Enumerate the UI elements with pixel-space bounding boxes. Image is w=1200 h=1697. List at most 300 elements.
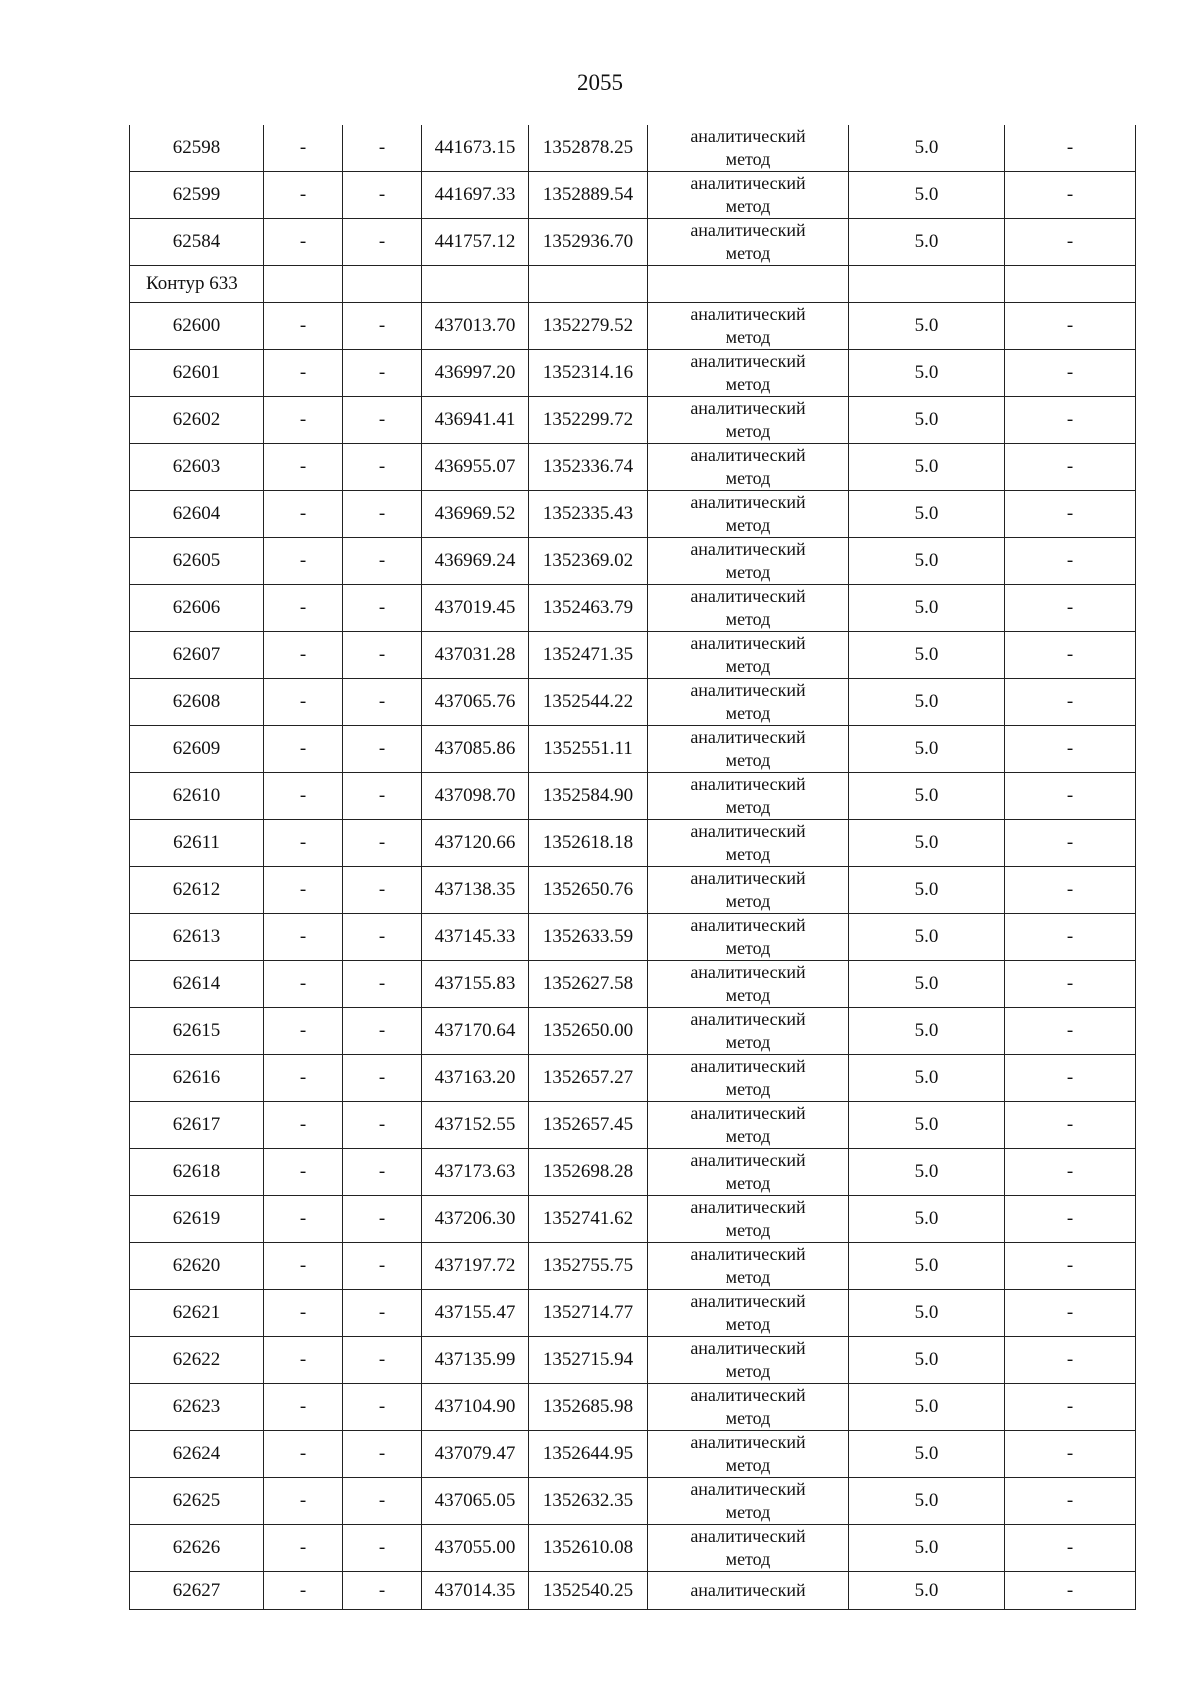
note-cell: - xyxy=(1005,125,1136,172)
accuracy-cell: 5.0 xyxy=(849,1055,1005,1102)
method-text: аналитический xyxy=(690,1432,806,1452)
note-cell: - xyxy=(1005,1102,1136,1149)
note-cell: - xyxy=(1005,914,1136,961)
method-text: метод xyxy=(725,656,771,676)
method-text: метод xyxy=(725,1502,771,1522)
x-coordinate-cell: 441757.12 xyxy=(422,219,529,266)
column-2-cell: - xyxy=(264,1055,343,1102)
column-2-cell: - xyxy=(264,914,343,961)
column-2-cell: - xyxy=(264,632,343,679)
column-3-cell: - xyxy=(343,1149,422,1196)
method-text: аналитический xyxy=(690,774,806,794)
method-text: аналитический xyxy=(690,539,806,559)
empty-cell xyxy=(264,266,343,303)
x-coordinate-cell: 436941.41 xyxy=(422,397,529,444)
y-coordinate-cell: 1352584.90 xyxy=(529,773,648,820)
method-text: метод xyxy=(725,1126,771,1146)
method-text: метод xyxy=(725,1408,771,1428)
accuracy-cell: 5.0 xyxy=(849,303,1005,350)
column-3-cell: - xyxy=(343,820,422,867)
x-coordinate-cell: 437197.72 xyxy=(422,1243,529,1290)
column-2-cell: - xyxy=(264,867,343,914)
column-3-cell: - xyxy=(343,1525,422,1572)
method-text: метод xyxy=(725,985,771,1005)
coordinates-table xyxy=(129,125,1136,1610)
method-text: аналитический xyxy=(690,126,806,146)
method-text: метод xyxy=(725,1267,771,1287)
point-id-cell: 62623 xyxy=(130,1384,264,1431)
note-cell: - xyxy=(1005,773,1136,820)
note-cell: - xyxy=(1005,1149,1136,1196)
column-3-cell: - xyxy=(343,1337,422,1384)
y-coordinate-cell: 1352657.45 xyxy=(529,1102,648,1149)
method-text: метод xyxy=(725,515,771,535)
method-text: метод xyxy=(725,1079,771,1099)
method-text: метод xyxy=(725,703,771,723)
accuracy-cell: 5.0 xyxy=(849,1431,1005,1478)
method-cell xyxy=(648,219,849,266)
method-text: аналитический xyxy=(690,1338,806,1358)
x-coordinate-cell: 437055.00 xyxy=(422,1525,529,1572)
point-id-cell: 62619 xyxy=(130,1196,264,1243)
point-id-cell: 62605 xyxy=(130,538,264,585)
accuracy-cell: 5.0 xyxy=(849,350,1005,397)
column-2-cell: - xyxy=(264,444,343,491)
y-coordinate-cell: 1352335.43 xyxy=(529,491,648,538)
method-text: аналитический xyxy=(690,1291,806,1311)
column-2-cell: - xyxy=(264,726,343,773)
point-id-cell: 62610 xyxy=(130,773,264,820)
method-text: аналитический xyxy=(690,173,806,193)
method-text: метод xyxy=(725,797,771,817)
point-id-cell: 62626 xyxy=(130,1525,264,1572)
column-2-cell: - xyxy=(264,350,343,397)
point-id-cell: 62602 xyxy=(130,397,264,444)
x-coordinate-cell: 436969.24 xyxy=(422,538,529,585)
method-text: аналитический xyxy=(690,821,806,841)
x-coordinate-cell: 437120.66 xyxy=(422,820,529,867)
point-id-cell: 62614 xyxy=(130,961,264,1008)
point-id-cell: 62611 xyxy=(130,820,264,867)
column-3-cell: - xyxy=(343,1243,422,1290)
column-3-cell: - xyxy=(343,350,422,397)
table-row xyxy=(130,1384,1136,1431)
y-coordinate-cell: 1352299.72 xyxy=(529,397,648,444)
empty-cell xyxy=(529,266,648,303)
y-coordinate-cell: 1352657.27 xyxy=(529,1055,648,1102)
contour-header-row xyxy=(130,266,1136,303)
note-cell: - xyxy=(1005,491,1136,538)
accuracy-cell: 5.0 xyxy=(849,125,1005,172)
accuracy-cell: 5.0 xyxy=(849,1149,1005,1196)
method-cell xyxy=(648,350,849,397)
column-2-cell: - xyxy=(264,538,343,585)
method-cell xyxy=(648,1102,849,1149)
accuracy-cell: 5.0 xyxy=(849,1525,1005,1572)
method-text: аналитический xyxy=(690,962,806,982)
accuracy-cell: 5.0 xyxy=(849,1008,1005,1055)
method-text: метод xyxy=(725,374,771,394)
method-cell xyxy=(648,1572,849,1610)
accuracy-cell: 5.0 xyxy=(849,1337,1005,1384)
table-row xyxy=(130,773,1136,820)
table-row xyxy=(130,867,1136,914)
method-text: аналитический xyxy=(690,351,806,371)
column-3-cell: - xyxy=(343,585,422,632)
table-row xyxy=(130,726,1136,773)
page-number: 2055 xyxy=(577,70,623,95)
note-cell: - xyxy=(1005,1055,1136,1102)
point-id-cell: 62613 xyxy=(130,914,264,961)
point-id-cell: 62621 xyxy=(130,1290,264,1337)
accuracy-cell: 5.0 xyxy=(849,172,1005,219)
x-coordinate-cell: 437155.83 xyxy=(422,961,529,1008)
method-cell xyxy=(648,1478,849,1525)
column-3-cell: - xyxy=(343,867,422,914)
note-cell: - xyxy=(1005,820,1136,867)
x-coordinate-cell: 437065.05 xyxy=(422,1478,529,1525)
point-id-cell: 62600 xyxy=(130,303,264,350)
x-coordinate-cell: 437014.35 xyxy=(422,1572,529,1610)
table-row xyxy=(130,632,1136,679)
column-3-cell: - xyxy=(343,1572,422,1610)
method-text: метод xyxy=(725,1455,771,1475)
table-row xyxy=(130,350,1136,397)
column-3-cell: - xyxy=(343,726,422,773)
method-text: метод xyxy=(725,1314,771,1334)
method-text: метод xyxy=(725,1220,771,1240)
y-coordinate-cell: 1352314.16 xyxy=(529,350,648,397)
column-3-cell: - xyxy=(343,397,422,444)
x-coordinate-cell: 437104.90 xyxy=(422,1384,529,1431)
column-2-cell: - xyxy=(264,1572,343,1610)
point-id-cell: 62604 xyxy=(130,491,264,538)
method-text: аналитический xyxy=(690,1009,806,1029)
method-cell xyxy=(648,1290,849,1337)
y-coordinate-cell: 1352715.94 xyxy=(529,1337,648,1384)
column-2-cell: - xyxy=(264,219,343,266)
method-text: аналитический xyxy=(690,1385,806,1405)
point-id-cell: 62599 xyxy=(130,172,264,219)
accuracy-cell: 5.0 xyxy=(849,585,1005,632)
column-3-cell: - xyxy=(343,491,422,538)
method-cell xyxy=(648,1008,849,1055)
x-coordinate-cell: 437155.47 xyxy=(422,1290,529,1337)
method-text: аналитический xyxy=(690,220,806,240)
contour-label: Контур 633 xyxy=(130,266,264,303)
note-cell: - xyxy=(1005,1196,1136,1243)
note-cell: - xyxy=(1005,726,1136,773)
note-cell: - xyxy=(1005,303,1136,350)
column-2-cell: - xyxy=(264,1384,343,1431)
note-cell: - xyxy=(1005,538,1136,585)
x-coordinate-cell: 437031.28 xyxy=(422,632,529,679)
method-text: аналитический xyxy=(690,680,806,700)
method-text: аналитический xyxy=(690,1103,806,1123)
point-id-cell: 62612 xyxy=(130,867,264,914)
column-2-cell: - xyxy=(264,1196,343,1243)
y-coordinate-cell: 1352632.35 xyxy=(529,1478,648,1525)
accuracy-cell: 5.0 xyxy=(849,726,1005,773)
accuracy-cell: 5.0 xyxy=(849,397,1005,444)
column-3-cell: - xyxy=(343,172,422,219)
point-id-cell: 62622 xyxy=(130,1337,264,1384)
accuracy-cell: 5.0 xyxy=(849,1572,1005,1610)
method-text: метод xyxy=(725,750,771,770)
column-2-cell: - xyxy=(264,1337,343,1384)
y-coordinate-cell: 1352618.18 xyxy=(529,820,648,867)
method-cell xyxy=(648,125,849,172)
empty-cell xyxy=(648,266,849,303)
note-cell: - xyxy=(1005,444,1136,491)
point-id-cell: 62620 xyxy=(130,1243,264,1290)
y-coordinate-cell: 1352544.22 xyxy=(529,679,648,726)
note-cell: - xyxy=(1005,632,1136,679)
point-id-cell: 62625 xyxy=(130,1478,264,1525)
method-text: аналитический xyxy=(690,868,806,888)
method-text: метод xyxy=(725,243,771,263)
note-cell: - xyxy=(1005,219,1136,266)
accuracy-cell: 5.0 xyxy=(849,444,1005,491)
y-coordinate-cell: 1352279.52 xyxy=(529,303,648,350)
method-cell xyxy=(648,444,849,491)
method-cell xyxy=(648,397,849,444)
point-id-cell: 62606 xyxy=(130,585,264,632)
accuracy-cell: 5.0 xyxy=(849,219,1005,266)
method-cell xyxy=(648,632,849,679)
table-row xyxy=(130,397,1136,444)
column-3-cell: - xyxy=(343,961,422,1008)
note-cell: - xyxy=(1005,1384,1136,1431)
x-coordinate-cell: 437135.99 xyxy=(422,1337,529,1384)
table-row xyxy=(130,1055,1136,1102)
table-row xyxy=(130,1196,1136,1243)
table-row xyxy=(130,172,1136,219)
accuracy-cell: 5.0 xyxy=(849,491,1005,538)
method-cell xyxy=(648,820,849,867)
accuracy-cell: 5.0 xyxy=(849,1102,1005,1149)
table-row xyxy=(130,1102,1136,1149)
method-text: аналитический xyxy=(690,727,806,747)
table-row xyxy=(130,679,1136,726)
method-text: метод xyxy=(725,327,771,347)
method-text: аналитический xyxy=(690,304,806,324)
method-cell xyxy=(648,1149,849,1196)
method-text: метод xyxy=(725,1173,771,1193)
x-coordinate-cell: 437170.64 xyxy=(422,1008,529,1055)
column-3-cell: - xyxy=(343,1102,422,1149)
accuracy-cell: 5.0 xyxy=(849,1243,1005,1290)
column-3-cell: - xyxy=(343,679,422,726)
note-cell: - xyxy=(1005,1337,1136,1384)
table-row xyxy=(130,1149,1136,1196)
column-3-cell: - xyxy=(343,219,422,266)
method-cell xyxy=(648,914,849,961)
column-2-cell: - xyxy=(264,1008,343,1055)
y-coordinate-cell: 1352698.28 xyxy=(529,1149,648,1196)
table-row xyxy=(130,125,1136,172)
point-id-cell: 62608 xyxy=(130,679,264,726)
table-row xyxy=(130,491,1136,538)
column-2-cell: - xyxy=(264,585,343,632)
point-id-cell: 62617 xyxy=(130,1102,264,1149)
note-cell: - xyxy=(1005,1478,1136,1525)
method-cell xyxy=(648,679,849,726)
method-text: аналитический xyxy=(690,1150,806,1170)
x-coordinate-cell: 437065.76 xyxy=(422,679,529,726)
x-coordinate-cell: 436997.20 xyxy=(422,350,529,397)
table-row xyxy=(130,303,1136,350)
accuracy-cell: 5.0 xyxy=(849,773,1005,820)
table-row xyxy=(130,1525,1136,1572)
y-coordinate-cell: 1352610.08 xyxy=(529,1525,648,1572)
column-2-cell: - xyxy=(264,172,343,219)
method-text: аналитический xyxy=(690,445,806,465)
method-text: аналитический xyxy=(690,1479,806,1499)
method-text: метод xyxy=(725,891,771,911)
column-3-cell: - xyxy=(343,632,422,679)
table-row xyxy=(130,1572,1136,1610)
x-coordinate-cell: 441673.15 xyxy=(422,125,529,172)
point-id-cell: 62601 xyxy=(130,350,264,397)
column-3-cell: - xyxy=(343,303,422,350)
point-id-cell: 62616 xyxy=(130,1055,264,1102)
point-id-cell: 62618 xyxy=(130,1149,264,1196)
table-row xyxy=(130,1243,1136,1290)
y-coordinate-cell: 1352889.54 xyxy=(529,172,648,219)
table-row xyxy=(130,1431,1136,1478)
note-cell: - xyxy=(1005,867,1136,914)
method-cell xyxy=(648,773,849,820)
note-cell: - xyxy=(1005,1525,1136,1572)
column-2-cell: - xyxy=(264,773,343,820)
method-text: аналитический xyxy=(690,1580,806,1600)
method-text: аналитический xyxy=(690,1526,806,1546)
note-cell: - xyxy=(1005,961,1136,1008)
empty-cell xyxy=(1005,266,1136,303)
accuracy-cell: 5.0 xyxy=(849,679,1005,726)
table-row xyxy=(130,914,1136,961)
x-coordinate-cell: 437085.86 xyxy=(422,726,529,773)
column-2-cell: - xyxy=(264,961,343,1008)
y-coordinate-cell: 1352650.00 xyxy=(529,1008,648,1055)
x-coordinate-cell: 437019.45 xyxy=(422,585,529,632)
column-3-cell: - xyxy=(343,444,422,491)
y-coordinate-cell: 1352878.25 xyxy=(529,125,648,172)
y-coordinate-cell: 1352755.75 xyxy=(529,1243,648,1290)
x-coordinate-cell: 437145.33 xyxy=(422,914,529,961)
column-3-cell: - xyxy=(343,1431,422,1478)
column-2-cell: - xyxy=(264,1478,343,1525)
method-text: метод xyxy=(725,562,771,582)
method-text: метод xyxy=(725,938,771,958)
point-id-cell: 62609 xyxy=(130,726,264,773)
column-2-cell: - xyxy=(264,303,343,350)
table-row xyxy=(130,1290,1136,1337)
point-id-cell: 62624 xyxy=(130,1431,264,1478)
x-coordinate-cell: 437013.70 xyxy=(422,303,529,350)
method-cell xyxy=(648,491,849,538)
x-coordinate-cell: 437173.63 xyxy=(422,1149,529,1196)
x-coordinate-cell: 436969.52 xyxy=(422,491,529,538)
method-cell xyxy=(648,867,849,914)
note-cell: - xyxy=(1005,1290,1136,1337)
method-text: метод xyxy=(725,468,771,488)
accuracy-cell: 5.0 xyxy=(849,1196,1005,1243)
column-2-cell: - xyxy=(264,491,343,538)
table-row xyxy=(130,444,1136,491)
method-text: аналитический xyxy=(690,1056,806,1076)
method-text: аналитический xyxy=(690,633,806,653)
method-cell xyxy=(648,1055,849,1102)
empty-cell xyxy=(422,266,529,303)
point-id-cell: 62615 xyxy=(130,1008,264,1055)
y-coordinate-cell: 1352741.62 xyxy=(529,1196,648,1243)
point-id-cell: 62627 xyxy=(130,1572,264,1610)
method-text: метод xyxy=(725,609,771,629)
column-3-cell: - xyxy=(343,1196,422,1243)
column-2-cell: - xyxy=(264,1525,343,1572)
method-text: аналитический xyxy=(690,1197,806,1217)
accuracy-cell: 5.0 xyxy=(849,632,1005,679)
y-coordinate-cell: 1352633.59 xyxy=(529,914,648,961)
method-text: метод xyxy=(725,1032,771,1052)
method-cell xyxy=(648,1384,849,1431)
point-id-cell: 62584 xyxy=(130,219,264,266)
method-text: метод xyxy=(725,196,771,216)
method-cell xyxy=(648,172,849,219)
y-coordinate-cell: 1352714.77 xyxy=(529,1290,648,1337)
table-row xyxy=(130,820,1136,867)
x-coordinate-cell: 437138.35 xyxy=(422,867,529,914)
method-cell xyxy=(648,538,849,585)
note-cell: - xyxy=(1005,1243,1136,1290)
method-text: аналитический xyxy=(690,492,806,512)
column-3-cell: - xyxy=(343,914,422,961)
note-cell: - xyxy=(1005,397,1136,444)
table-row xyxy=(130,585,1136,632)
method-text: аналитический xyxy=(690,398,806,418)
table-row xyxy=(130,1008,1136,1055)
method-text: метод xyxy=(725,421,771,441)
x-coordinate-cell: 437163.20 xyxy=(422,1055,529,1102)
column-3-cell: - xyxy=(343,1384,422,1431)
note-cell: - xyxy=(1005,1008,1136,1055)
accuracy-cell: 5.0 xyxy=(849,1290,1005,1337)
table-row xyxy=(130,961,1136,1008)
accuracy-cell: 5.0 xyxy=(849,820,1005,867)
note-cell: - xyxy=(1005,350,1136,397)
point-id-cell: 62603 xyxy=(130,444,264,491)
column-3-cell: - xyxy=(343,538,422,585)
method-text: метод xyxy=(725,1549,771,1569)
y-coordinate-cell: 1352650.76 xyxy=(529,867,648,914)
column-2-cell: - xyxy=(264,679,343,726)
x-coordinate-cell: 437152.55 xyxy=(422,1102,529,1149)
y-coordinate-cell: 1352627.58 xyxy=(529,961,648,1008)
y-coordinate-cell: 1352369.02 xyxy=(529,538,648,585)
point-id-cell: 62598 xyxy=(130,125,264,172)
column-2-cell: - xyxy=(264,1243,343,1290)
y-coordinate-cell: 1352644.95 xyxy=(529,1431,648,1478)
method-cell xyxy=(648,1525,849,1572)
accuracy-cell: 5.0 xyxy=(849,914,1005,961)
method-cell xyxy=(648,585,849,632)
method-cell xyxy=(648,1243,849,1290)
method-text: аналитический xyxy=(690,586,806,606)
accuracy-cell: 5.0 xyxy=(849,1478,1005,1525)
method-cell xyxy=(648,1337,849,1384)
